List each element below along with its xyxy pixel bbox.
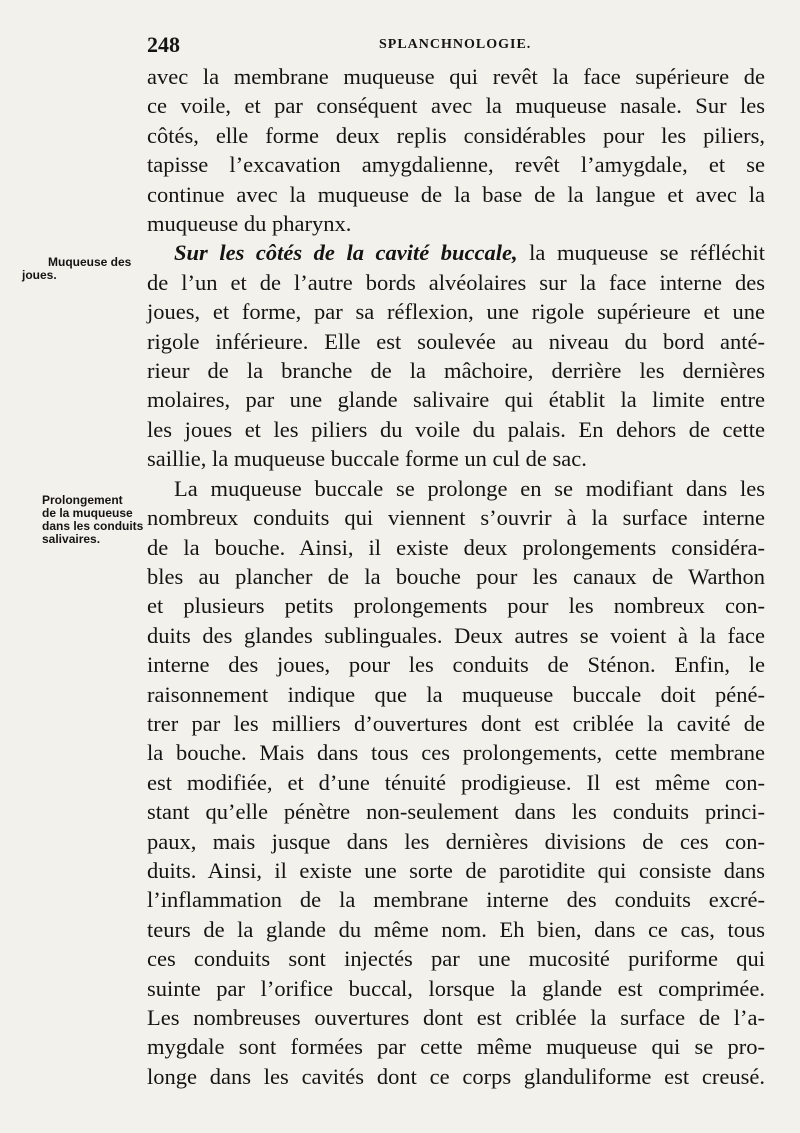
text-line: tapisse l’excavation amygdalienne, revêt l’amygdale, et se xyxy=(147,152,765,178)
text-line: La muqueuse buccale se prolonge en se modifiant dans les xyxy=(174,475,765,501)
margin-note-line: salivaires. xyxy=(42,532,101,546)
text-line: longe dans les cavités dont ce corps glanduliforme est creusé. xyxy=(147,1063,765,1089)
paragraph-3 xyxy=(147,474,765,1092)
paragraph-1 xyxy=(147,62,765,238)
text-line: de l’un et de l’autre bords alvéolaires sur la face interne des xyxy=(147,269,765,295)
text-line: nombreux conduits qui viennent s’ouvrir à la surface interne xyxy=(147,505,765,531)
text-line: et plusieurs petits prolongements pour les nombreux con- xyxy=(147,593,765,619)
text-line: raisonnement indique que la muqueuse buccale doit péné- xyxy=(147,681,765,707)
lead-rest: la muqueuse se réfléchit xyxy=(517,240,765,266)
text-line: suinte par l’orifice buccal, lorsque la glande est comprimée. xyxy=(147,975,765,1001)
text-line: saillie, la muqueuse buccale forme un cul de sac. xyxy=(147,446,587,472)
text-line: stant qu’elle pénètre non-seulement dans les conduits princi- xyxy=(147,799,765,825)
text-line: de la bouche. Ainsi, il existe deux prolongements considéra- xyxy=(147,534,765,560)
text-line: continue avec la muqueuse de la base de la langue et avec la xyxy=(147,181,765,207)
body-text xyxy=(147,62,765,1091)
text-line: muqueuse du pharynx. xyxy=(147,211,352,237)
text-line: rieur de la branche de la mâchoire, derrière les dernières xyxy=(147,358,765,384)
text-line: ce voile, et par conséquent avec la muqueuse nasale. Sur les xyxy=(147,93,765,119)
text-line: côtés, elle forme deux replis considérables pour les piliers, xyxy=(147,122,765,148)
text-line: l’inflammation de la membrane interne des conduits excré- xyxy=(147,887,765,913)
lead-italic-heading: Sur les côtés de la cavité buccale, xyxy=(174,240,518,266)
text-line: joues, et forme, par sa réflexion, une rigole supérieure et une xyxy=(147,299,765,325)
margin-note-prolongement xyxy=(22,494,144,546)
margin-note-line: Prolongement xyxy=(42,493,123,507)
text-line: trer par les milliers d’ouvertures dont est criblée la cavité de xyxy=(147,710,765,736)
text-line: molaires, par une glande salivaire qui établit la limite entre xyxy=(147,387,765,413)
text-line: teurs de la glande du même nom. Eh bien, dans ce cas, tous xyxy=(147,916,765,942)
margin-note-line: joues. xyxy=(22,268,57,282)
text-line: rigole inférieure. Elle est soulevée au niveau du bord anté- xyxy=(147,328,765,354)
text-line-lead xyxy=(147,238,765,267)
text-line: mygdale sont formées par cette même muqueuse qui se pro- xyxy=(147,1034,765,1060)
text-line: la bouche. Mais dans tous ces prolongements, cette membrane xyxy=(147,740,765,766)
margin-note-line: de la muqueuse xyxy=(42,506,133,520)
text-line: Les nombreuses ouvertures dont est criblée la surface de l’a- xyxy=(147,1005,765,1030)
margin-note-line: Muqueuse des xyxy=(48,255,132,269)
text-line: les joues et les piliers du voile du palais. En dehors de cette xyxy=(147,416,765,442)
margin-note-line: dans les conduits xyxy=(42,519,144,533)
text-line: duits des glandes sublinguales. Deux autres se voient à la face xyxy=(147,622,765,648)
page-header xyxy=(147,32,767,60)
text-line: avec la membrane muqueuse qui revêt la face supérieure de xyxy=(147,64,765,89)
text-line: duits. Ainsi, il existe une sorte de parotidite qui consiste dans xyxy=(147,857,765,883)
text-line: ces conduits sont injectés par une mucosité puriforme qui xyxy=(147,946,765,972)
text-line: bles au plancher de la bouche pour les canaux de Warthon xyxy=(147,563,765,589)
text-line: interne des joues, pour les conduits de Sténon. Enfin, le xyxy=(147,652,765,678)
text-line: est modifiée, et d’une ténuité prodigieuse. Il est même con- xyxy=(147,769,765,795)
text-line: paux, mais jusque dans les dernières divisions de ces con- xyxy=(147,828,765,854)
paragraph-2 xyxy=(147,238,765,473)
page-number: 248 xyxy=(147,32,180,57)
running-title: SPLANCHNOLOGIE. xyxy=(379,37,532,52)
margin-note-muqueuse-joues xyxy=(22,256,144,282)
